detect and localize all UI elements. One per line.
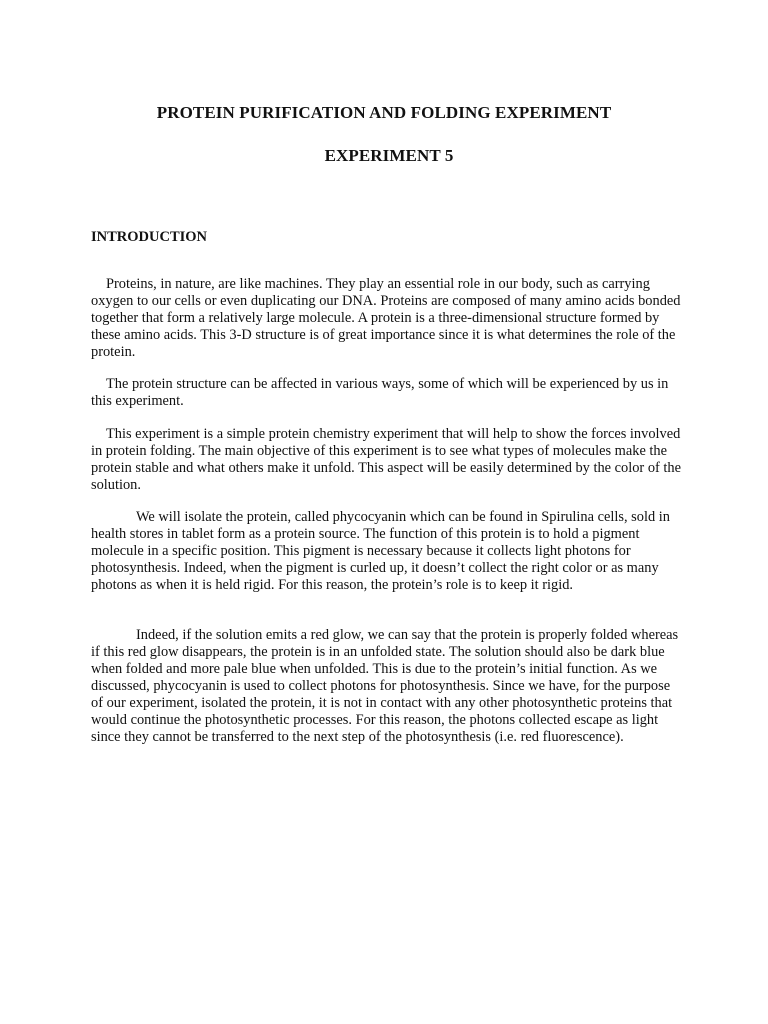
paragraph-experiment-objective: This experiment is a simple protein chemistry experiment that will help to show the forces involved in protein folding. The main objective of this experiment is to see what types of molecules make the protein stable and what others make it unfold. This aspect will be easily determined by the color of the solution. — [91, 426, 681, 494]
paragraph-structure-affected: The protein structure can be affected in various ways, some of which will be experienced by us in this experiment. — [91, 376, 669, 410]
document-subtitle: EXPERIMENT 5 — [324, 146, 454, 165]
document-title: PROTEIN PURIFICATION AND FOLDING EXPERIMENT — [156, 103, 612, 122]
section-heading-introduction: INTRODUCTION — [91, 229, 208, 245]
paragraph-proteins-machines: Proteins, in nature, are like machines. They play an essential role in our body, such as carrying oxygen to our cells or even duplicating our DNA. Proteins are composed of many amino acids bonded together that form a relatively large molecule. A protein is a three-dimensional structure formed by these amino acids. This 3-D structure is of great importance since it is what determines the role of the protein. — [91, 276, 681, 361]
paragraph-phycocyanin-isolation: We will isolate the protein, called phycocyanin which can be found in Spirulina cells, sold in health stores in tablet form as a protein source. The function of this protein is to hold a pigment molecule in a specific position. This pigment is necessary because it collects light photons for photosynthesis. Indeed, when the pigment is curled up, it doesn’t collect the right color or as many photons as when it is held rigid. For this reason, the protein’s role is to keep it rigid. — [91, 509, 670, 594]
paragraph-red-glow-folding: Indeed, if the solution emits a red glow, we can say that the protein is properly folded whereas if this red glow disappears, the protein is in an unfolded state. The solution should also be dark blue when folded and more pale blue when unfolded. This is due to the protein’s initial function. As we discussed, phycocyanin is used to collect photons for photosynthesis. Since we have, for the purpose of our experiment, isolated the protein, it is not in contact with any other photosynthetic proteins that would continue the photosynthetic processes. For this reason, the photons collected escape as light since they cannot be transferred to the next step of the photosynthesis (i.e. red fluorescence). — [91, 627, 679, 745]
